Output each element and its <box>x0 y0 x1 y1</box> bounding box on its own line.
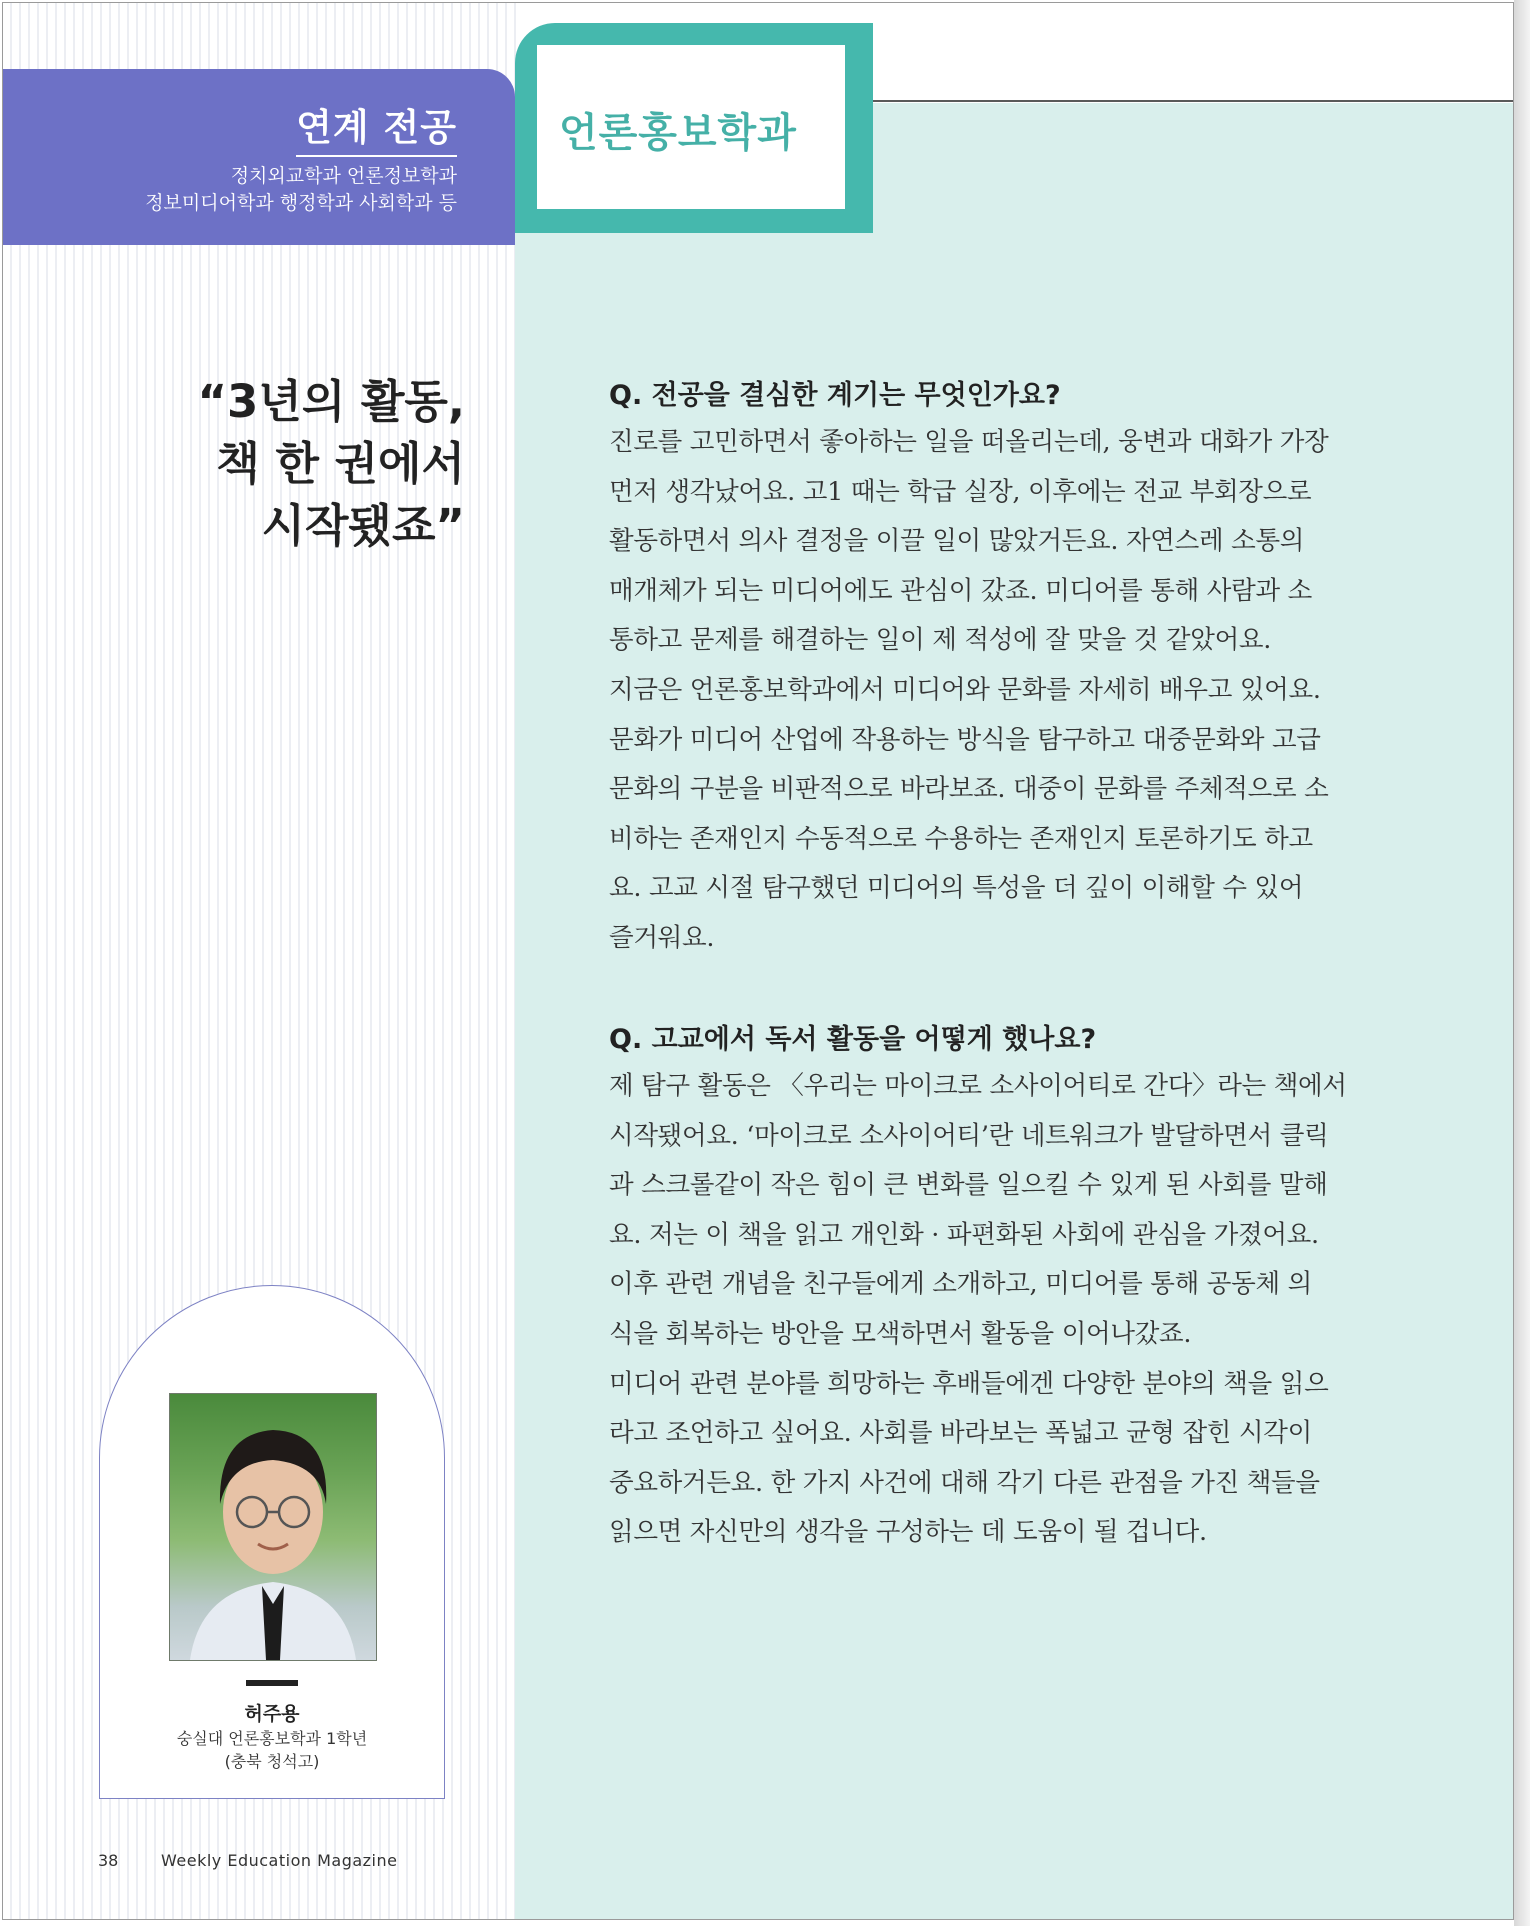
answer-line: 활동하면서 의사 결정을 이끌 일이 많았거든요. 자연스레 소통의 <box>609 526 1305 557</box>
answer-line: 식을 회복하는 방안을 모색하면서 활동을 이어나갔죠. <box>609 1318 1192 1349</box>
portrait-illustration <box>170 1394 376 1660</box>
student-high-school: (충북 청석고) <box>224 1752 320 1771</box>
pull-quote-line: “3년의 활동, <box>197 375 465 428</box>
answer-line: 비하는 존재인지 수동적으로 수용하는 존재인지 토론하기도 하고 <box>609 823 1313 854</box>
student-school <box>99 1727 445 1773</box>
related-major-title: 연계 전공 <box>296 97 457 157</box>
answer-line: 요. 고교 시절 탐구했던 미디어의 특성을 더 깊이 이해할 수 있어 <box>609 873 1304 904</box>
name-divider <box>246 1680 298 1686</box>
answer-line: 매개체가 되는 미디어에도 관심이 갔죠. 미디어를 통해 사람과 소 <box>609 575 1312 606</box>
answer-line: 이후 관련 개념을 친구들에게 소개하고, 미디어를 통해 공동체 의 <box>609 1269 1312 1300</box>
student-name: 허주용 <box>244 1703 300 1725</box>
department-tab <box>515 23 873 233</box>
answer-line: 시작됐어요. ‘마이크로 소사이어티’란 네트워크가 발달하면서 클릭 <box>609 1120 1329 1151</box>
answer-line: 먼저 생각났어요. 고1 때는 학급 실장, 이후에는 전교 부회장으로 <box>609 476 1312 507</box>
magazine-name: Weekly Education Magazine <box>161 1851 398 1870</box>
answer-line: 문화의 구분을 비판적으로 바라보죠. 대중이 문화를 주체적으로 소 <box>609 774 1329 805</box>
answer-line: 요. 저는 이 책을 읽고 개인화 · 파편화된 사회에 관심을 가졌어요. <box>609 1219 1319 1250</box>
student-portrait-photo <box>169 1393 377 1661</box>
related-major-band <box>3 69 515 245</box>
answer-line: 통하고 문제를 해결하는 일이 제 적성에 잘 맞을 것 같았어요. <box>609 625 1272 656</box>
pull-quote <box>5 371 465 557</box>
answer-line: 문화가 미디어 산업에 작용하는 방식을 탐구하고 대중문화와 고급 <box>609 724 1321 755</box>
department-title: 언론홍보학과 <box>559 110 797 156</box>
answer-line: 과 스크롤같이 작은 힘이 큰 변화를 일으킬 수 있게 된 사회를 말해 <box>609 1170 1328 1201</box>
answer-line: 중요하거든요. 한 가지 사건에 대해 각기 다른 관점을 가진 책들을 <box>609 1467 1320 1498</box>
answer-line: 즐거워요. <box>609 922 715 953</box>
pull-quote-line: 책 한 권에서 <box>216 437 465 490</box>
related-majors-line: 정치외교학과 언론정보학과 <box>230 165 457 187</box>
header-rule <box>863 100 1514 102</box>
answer-line: 지금은 언론홍보학과에서 미디어와 문화를 자세히 배우고 있어요. <box>609 674 1321 705</box>
department-tab-inner <box>537 45 845 209</box>
question-heading: Q. 고교에서 독서 활동을 어떻게 했나요? <box>609 1024 1097 1055</box>
answer-line: 읽으면 자신만의 생각을 구성하는 데 도움이 될 겁니다. <box>609 1517 1207 1548</box>
answer-line: 미디어 관련 분야를 희망하는 후배들에겐 다양한 분야의 책을 읽으 <box>609 1368 1329 1399</box>
qa-section <box>609 1017 1353 1558</box>
magazine-page <box>2 2 1514 1920</box>
student-university: 숭실대 언론홍보학과 1학년 <box>176 1729 368 1748</box>
qa-section <box>609 373 1353 964</box>
pull-quote-line: 시작됐죠” <box>261 499 465 552</box>
related-majors-line: 정보미디어학과 행정학과 사회학과 등 <box>145 192 457 214</box>
answer-text <box>609 1062 1353 1558</box>
answer-line: 라고 조언하고 싶어요. 사회를 바라보는 폭넓고 균형 잡힌 시각이 <box>609 1418 1312 1449</box>
answer-line: 진로를 고민하면서 좋아하는 일을 떠올리는데, 웅변과 대화가 가장 <box>609 427 1329 457</box>
page-edge <box>1514 0 1530 1926</box>
answer-text <box>609 418 1353 964</box>
related-majors-list <box>2 163 457 217</box>
page-number: 38 <box>98 1851 119 1870</box>
answer-line: 제 탐구 활동은 〈우리는 마이크로 소사이어티로 간다〉라는 책에서 <box>609 1071 1347 1101</box>
question-heading: Q. 전공을 결심한 계기는 무엇인가요? <box>609 380 1061 411</box>
